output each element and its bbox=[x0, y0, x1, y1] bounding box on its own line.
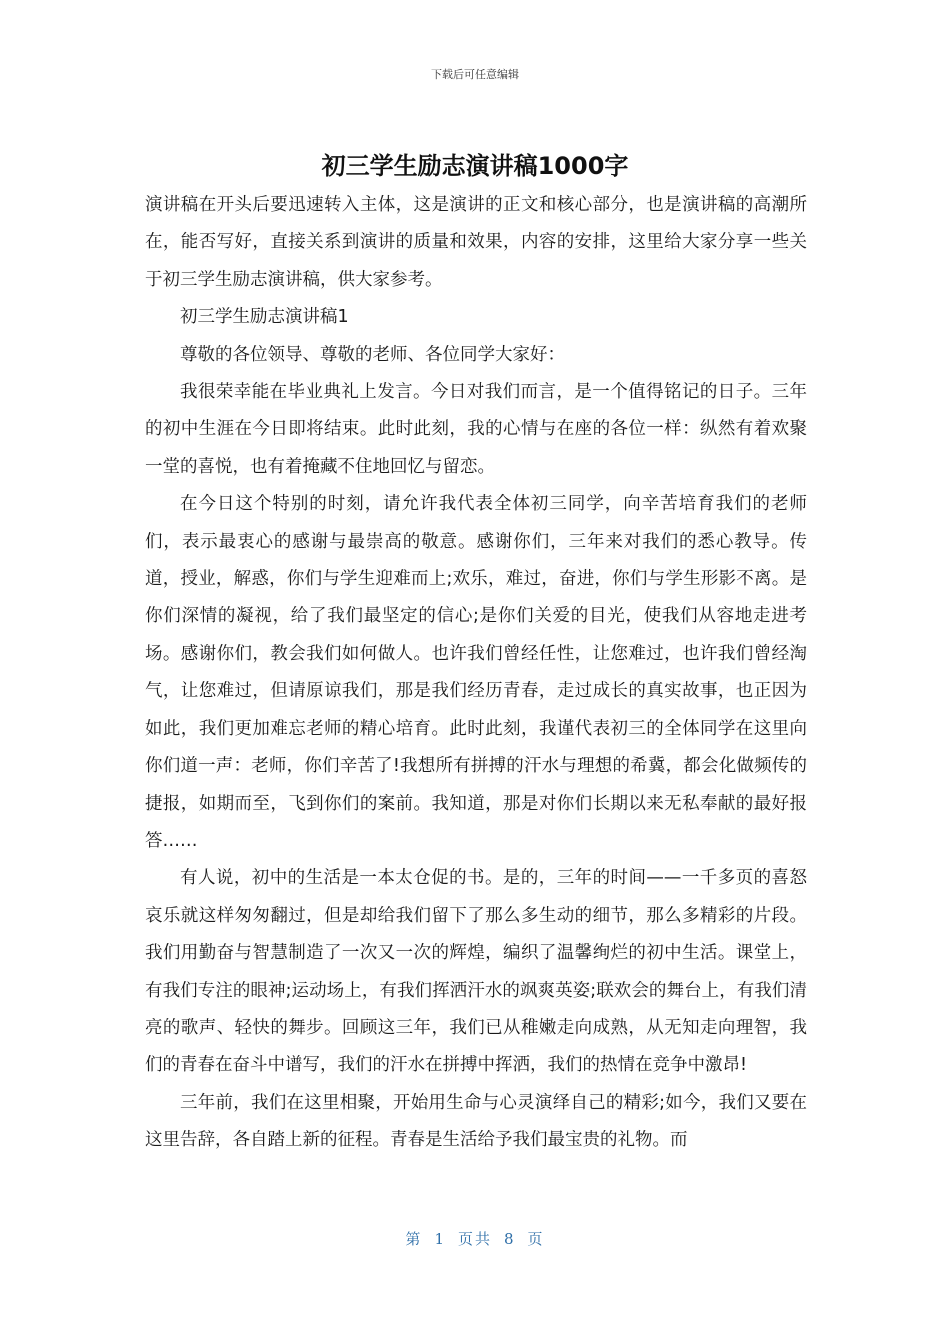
footer-label-total-suffix: 页 bbox=[527, 1230, 545, 1248]
document-title: 初三学生励志演讲稿1000字 bbox=[321, 152, 629, 180]
document-body bbox=[145, 187, 807, 1160]
page-footer bbox=[0, 1228, 950, 1249]
footer-label-page: 第 bbox=[405, 1230, 423, 1248]
paragraph: 在今日这个特别的时刻，请允许我代表全体初三同学，向辛苦培育我们的老师们，表示最衷心的感谢与最崇高的敬意。感谢你们，三年来对我们的悉心教导。传道，授业，解惑，你们与学生迎难而上;欢乐，难过，奋进，你们与学生形影不离。是你们深情的凝视，给了我们最坚定的信心;是你们关爱的目光，使我们从容地走进考场。感谢你们，教会我们如何做人。也许我们曾经任性，让您难过，也许我们曾经淘气，让您难过，但请原谅我们，那是我们经历青春，走过成长的真实故事，也正因为如此，我们更加难忘老师的精心培育。此时此刻，我谨代表初三的全体同学在这里向你们道一声：老师，你们辛苦了!我想所有拼搏的汗水与理想的希冀，都会化做频传的捷报，如期而至，飞到你们的案前。我知道，那是对你们长期以来无私奉献的最好报答…… bbox=[145, 494, 807, 851]
paragraph: 三年前，我们在这里相聚，开始用生命与心灵演绎自己的精彩;如今，我们又要在这里告辞，各自踏上新的征程。青春是生活给予我们最宝贵的礼物。而 bbox=[145, 1092, 807, 1151]
footer-label-total-prefix: 页共 bbox=[457, 1230, 492, 1248]
header-note: 下载后可任意编辑 bbox=[431, 68, 519, 81]
paragraph-greeting: 尊敬的各位领导、尊敬的老师、各位同学大家好： bbox=[180, 344, 565, 365]
paragraph-subtitle: 初三学生励志演讲稿1 bbox=[180, 307, 349, 328]
footer-total-pages: 8 bbox=[504, 1230, 516, 1248]
paragraph: 有人说，初中的生活是一本太仓促的书。是的，三年的时间——一千多页的喜怒哀乐就这样匆匆翻过，但是却给我们留下了那么多生动的细节，那么多精彩的片段。我们用勤奋与智慧制造了一次又一次的辉煌，编织了温馨绚烂的初中生活。课堂上，有我们专注的眼神;运动场上，有我们挥洒汗水的飒爽英姿;联欢会的舞台上，有我们清亮的歌声、轻快的舞步。回顾这三年，我们已从稚嫩走向成熟，从无知走向理智，我们的青春在奋斗中谱写，我们的汗水在拼搏中挥洒，我们的热情在竞争中激昂! bbox=[145, 868, 807, 1076]
paragraph: 我很荣幸能在毕业典礼上发言。今日对我们而言，是一个值得铭记的日子。三年的初中生涯在今日即将结束。此时此刻，我的心情与在座的各位一样：纵然有着欢聚一堂的喜悦，也有着掩藏不住地回忆与留恋。 bbox=[145, 382, 807, 477]
paragraph-intro: 演讲稿在开头后要迅速转入主体，这是演讲的正文和核心部分，也是演讲稿的高潮所在，能否写好，直接关系到演讲的质量和效果，内容的安排，这里给大家分享一些关于初三学生励志演讲稿，供大家参考。 bbox=[145, 195, 807, 290]
footer-current-page: 1 bbox=[434, 1230, 446, 1248]
